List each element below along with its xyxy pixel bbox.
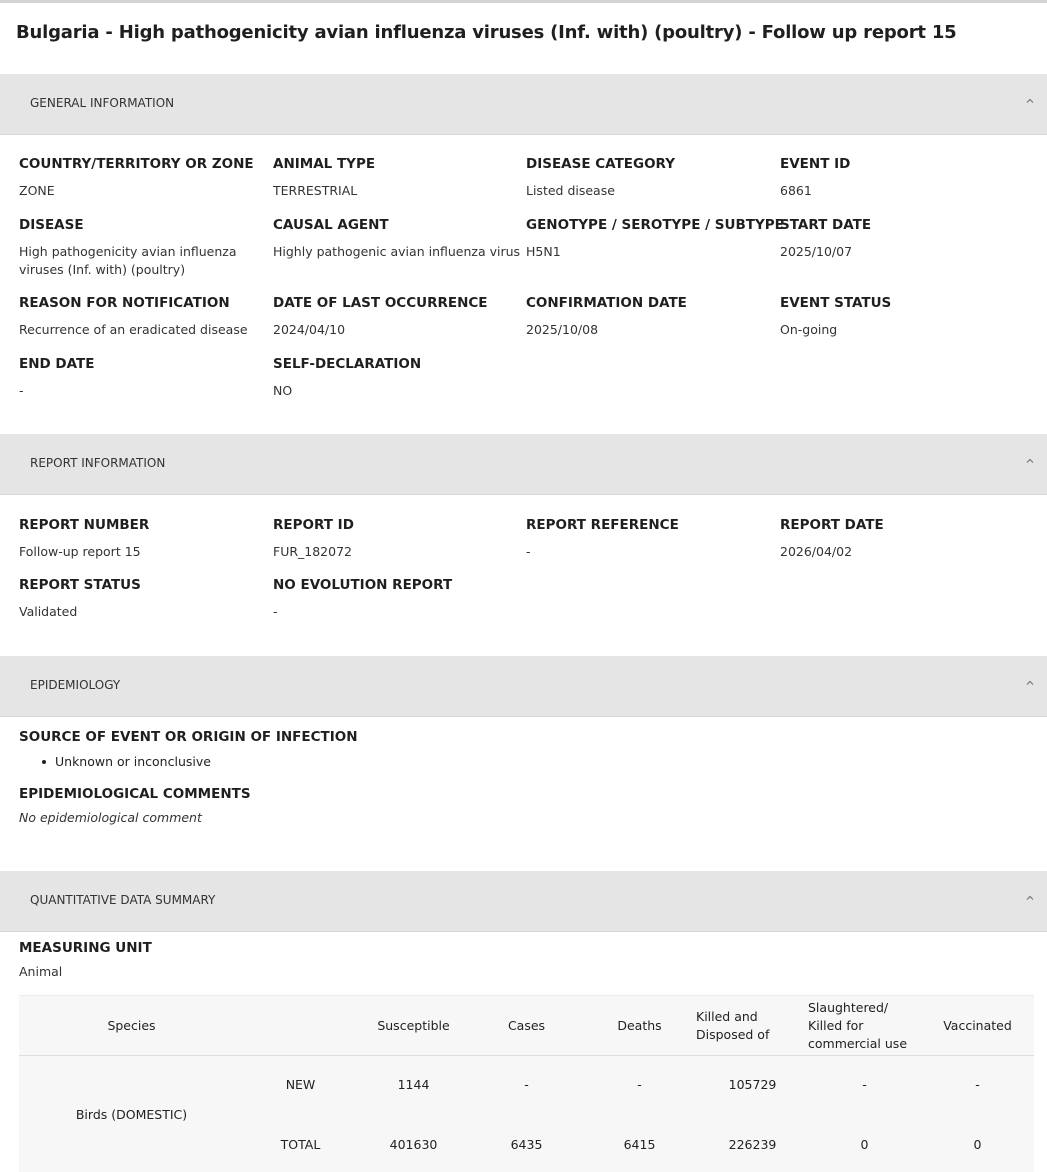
- section-title-quantitative-data-summary: QUANTITATIVE DATA SUMMARY: [30, 893, 216, 907]
- field-label: DATE OF LAST OCCURRENCE: [273, 295, 488, 311]
- field-report-date: [780, 517, 1030, 561]
- field-value: -: [273, 604, 278, 619]
- field-animal-type: [273, 156, 523, 200]
- field-confirmation-date: [526, 295, 776, 339]
- measuring-unit-label: MEASURING UNIT: [19, 940, 152, 956]
- section-title-epidemiology: EPIDEMIOLOGY: [30, 678, 121, 692]
- field-label: REPORT ID: [273, 517, 354, 533]
- section-title-report-information: REPORT INFORMATION: [30, 456, 166, 470]
- field-value: Highly pathogenic avian influenza virus: [273, 244, 521, 259]
- field-label: EVENT STATUS: [780, 295, 892, 311]
- field-label: DISEASE: [19, 217, 84, 233]
- epidemiological-comments-value: No epidemiological comment: [19, 810, 202, 825]
- field-label: CAUSAL AGENT: [273, 217, 389, 233]
- column-header-vaccinated: Vaccinated: [943, 1017, 1012, 1033]
- total-killed-cell: 226239: [728, 1137, 777, 1152]
- new-killed-cell: 105729: [728, 1077, 777, 1092]
- field-event-status: [780, 295, 1030, 339]
- field-genotype-serotype-subtype: [526, 217, 784, 261]
- column-header-line: Disposed of: [696, 1026, 770, 1042]
- field-start-date: [780, 217, 1030, 261]
- field-value: 2025/10/08: [526, 322, 599, 337]
- new-susceptible-cell: 1144: [397, 1077, 430, 1092]
- field-value: Validated: [19, 604, 78, 619]
- field-value: TERRESTRIAL: [273, 183, 358, 198]
- column-header-line: Killed for: [808, 1017, 864, 1033]
- field-value: -: [526, 544, 531, 559]
- column-header-line: commercial use: [808, 1035, 908, 1051]
- field-label: NO EVOLUTION REPORT: [273, 577, 453, 593]
- field-value: ZONE: [19, 183, 55, 198]
- chevron-up-icon[interactable]: [1025, 893, 1035, 903]
- field-label: REASON FOR NOTIFICATION: [19, 295, 230, 311]
- field-no-evolution-report: [273, 577, 523, 621]
- field-value: High pathogenicity avian influenza viruses (Inf. with) (poultry): [19, 244, 237, 277]
- chevron-up-icon[interactable]: [1025, 96, 1035, 106]
- field-label: REPORT STATUS: [19, 577, 141, 593]
- field-disease: [19, 217, 269, 279]
- total-slaughtered-cell: 0: [860, 1137, 869, 1152]
- field-report-id: [273, 517, 523, 561]
- field-label: DISEASE CATEGORY: [526, 156, 675, 172]
- column-header-species: Species: [107, 1017, 156, 1033]
- field-event-id: [780, 156, 1030, 200]
- field-report-reference: [526, 517, 776, 561]
- field-reason-for-notification: [19, 295, 269, 339]
- field-label: ANIMAL TYPE: [273, 156, 376, 172]
- measuring-unit-value: Animal: [19, 964, 63, 979]
- column-header-cases: Cases: [507, 1017, 546, 1033]
- field-value: Follow-up report 15: [19, 544, 141, 559]
- field-label: END DATE: [19, 356, 95, 372]
- page-title: Bulgaria - High pathogenicity avian influenza viruses (Inf. with) (poultry) - Follow up report 15: [16, 22, 957, 43]
- field-country-territory: [19, 156, 269, 200]
- field-self-declaration: [273, 356, 523, 400]
- field-label: EVENT ID: [780, 156, 851, 172]
- section-title-general-information: GENERAL INFORMATION: [30, 96, 175, 110]
- column-header-susceptible: Susceptible: [377, 1017, 450, 1033]
- epidemiological-comments-label: EPIDEMIOLOGICAL COMMENTS: [19, 786, 251, 802]
- section-header-quantitative-data-summary[interactable]: [0, 871, 1047, 932]
- field-value: 2024/04/10: [273, 322, 346, 337]
- chevron-up-icon[interactable]: [1025, 678, 1035, 688]
- new-deaths-cell: -: [637, 1077, 642, 1092]
- field-label: START DATE: [780, 217, 872, 233]
- new-vaccinated-cell: -: [975, 1077, 980, 1092]
- field-value: 2026/04/02: [780, 544, 853, 559]
- field-causal-agent: [273, 217, 523, 261]
- total-susceptible-cell: 401630: [389, 1137, 438, 1152]
- field-value: Recurrence of an eradicated disease: [19, 322, 248, 337]
- field-label: SELF-DECLARATION: [273, 356, 422, 372]
- column-header-killed-and-disposed: [696, 996, 809, 1055]
- field-value: Listed disease: [526, 183, 615, 198]
- field-label: REPORT DATE: [780, 517, 884, 533]
- total-label: TOTAL: [280, 1137, 321, 1152]
- field-value: FUR_182072: [273, 544, 352, 559]
- field-label: REPORT NUMBER: [19, 517, 150, 533]
- total-vaccinated-cell: 0: [973, 1137, 982, 1152]
- chevron-up-icon[interactable]: [1025, 456, 1035, 466]
- source-of-event-label: SOURCE OF EVENT OR ORIGIN OF INFECTION: [19, 729, 358, 745]
- section-header-epidemiology[interactable]: [0, 656, 1047, 717]
- field-report-number: [19, 517, 269, 561]
- table-header-divider: [19, 1055, 1034, 1056]
- field-date-of-last-occurrence: [273, 295, 523, 339]
- field-value: NO: [273, 383, 293, 398]
- field-value: On-going: [780, 322, 838, 337]
- field-disease-category: [526, 156, 776, 200]
- top-border: [0, 0, 1047, 3]
- column-header-line: Killed and: [696, 1008, 758, 1024]
- column-header-slaughtered: [808, 996, 921, 1055]
- total-cases-cell: 6435: [510, 1137, 543, 1152]
- section-header-general-information[interactable]: [0, 74, 1047, 135]
- species-cell: Birds (DOMESTIC): [75, 1107, 188, 1122]
- column-header-line: Slaughtered/: [808, 999, 889, 1015]
- section-header-report-information[interactable]: [0, 434, 1047, 495]
- field-value: H5N1: [526, 244, 561, 259]
- quantitative-data-table: [19, 995, 1034, 1172]
- new-slaughtered-cell: -: [862, 1077, 867, 1092]
- field-label: COUNTRY/TERRITORY OR ZONE: [19, 156, 254, 172]
- field-label: CONFIRMATION DATE: [526, 295, 687, 311]
- field-report-status: [19, 577, 269, 621]
- new-cases-cell: -: [524, 1077, 529, 1092]
- source-list-item: Unknown or inconclusive: [55, 754, 211, 769]
- field-value: -: [19, 383, 24, 398]
- new-label: NEW: [285, 1077, 316, 1092]
- total-deaths-cell: 6415: [623, 1137, 656, 1152]
- column-header-deaths: Deaths: [617, 1017, 662, 1033]
- field-value: 6861: [780, 183, 812, 198]
- field-value: 2025/10/07: [780, 244, 853, 259]
- field-end-date: [19, 356, 269, 400]
- field-label: REPORT REFERENCE: [526, 517, 679, 533]
- field-label: GENOTYPE / SEROTYPE / SUBTYPE: [526, 217, 784, 233]
